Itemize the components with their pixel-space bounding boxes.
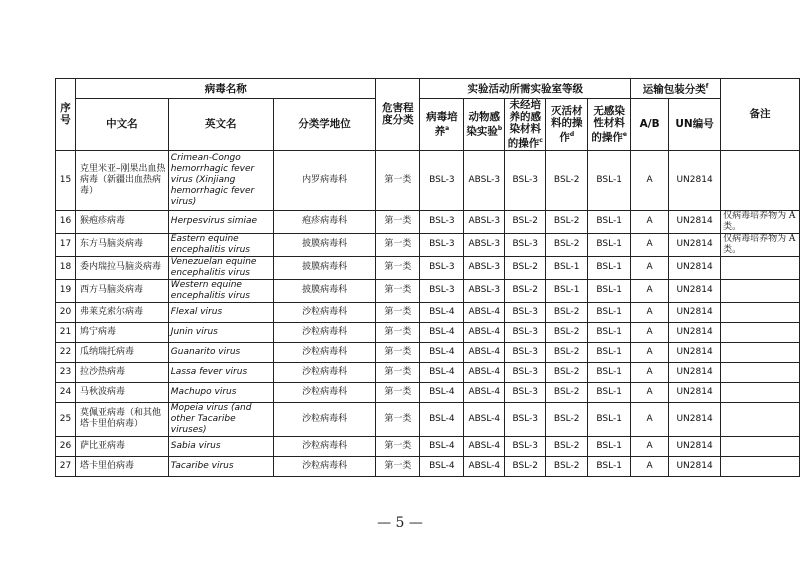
row-noninfectious: BSL-1 — [588, 362, 631, 382]
table-row — [56, 279, 800, 302]
row-en-name: Crimean-Congo hemorrhagic fever virus (Xinjiang hemorrhagic fever virus) — [168, 150, 273, 210]
row-noninfectious: BSL-1 — [588, 210, 631, 233]
header-ab: A/B — [631, 99, 669, 151]
table-row — [56, 302, 800, 322]
row-inactivated: BSL-2 — [546, 322, 588, 342]
table-row — [56, 436, 800, 456]
row-culture: BSL-3 — [420, 256, 464, 279]
page-number: — 5 — — [377, 515, 423, 531]
row-en-name: Tacaribe virus — [168, 456, 273, 476]
row-uncultured: BSL-3 — [505, 302, 546, 322]
row-animal: ABSL-4 — [464, 456, 505, 476]
row-family: 披膜病毒科 — [273, 279, 376, 302]
row-ab: A — [631, 342, 669, 362]
row-en-name: Guanarito virus — [168, 342, 273, 362]
row-ab: A — [631, 210, 669, 233]
row-hazard: 第一类 — [376, 456, 420, 476]
row-cn-name: 克里米亚–刚果出血热病毒（新疆出血热病毒） — [75, 150, 168, 210]
row-ab: A — [631, 233, 669, 256]
row-en-name: Flexal virus — [168, 302, 273, 322]
row-culture: BSL-4 — [420, 342, 464, 362]
row-noninfectious: BSL-1 — [588, 402, 631, 436]
row-noninfectious: BSL-1 — [588, 302, 631, 322]
virus-table — [55, 78, 800, 477]
row-en-name: Lassa fever virus — [168, 362, 273, 382]
row-inactivated: BSL-1 — [546, 279, 588, 302]
row-seq: 21 — [56, 322, 76, 342]
row-seq: 15 — [56, 150, 76, 210]
row-hazard: 第一类 — [376, 210, 420, 233]
row-uncultured: BSL-3 — [505, 382, 546, 402]
row-animal: ABSL-3 — [464, 233, 505, 256]
row-uncultured: BSL-3 — [505, 436, 546, 456]
row-culture: BSL-4 — [420, 436, 464, 456]
row-note — [721, 456, 800, 476]
row-culture: BSL-4 — [420, 302, 464, 322]
header-culture: 病毒培养$^a$ — [420, 99, 464, 151]
row-cn-name: 委内瑞拉马脑炎病毒 — [75, 256, 168, 279]
row-inactivated: BSL-2 — [546, 402, 588, 436]
row-family: 沙粒病毒科 — [273, 436, 376, 456]
row-un: UN2814 — [669, 362, 721, 382]
row-hazard: 第一类 — [376, 256, 420, 279]
row-noninfectious: BSL-1 — [588, 342, 631, 362]
row-family: 披膜病毒科 — [273, 233, 376, 256]
row-animal: ABSL-4 — [464, 302, 505, 322]
row-note — [721, 402, 800, 436]
row-seq: 16 — [56, 210, 76, 233]
row-seq: 24 — [56, 382, 76, 402]
row-family: 疱疹病毒科 — [273, 210, 376, 233]
table-row — [56, 362, 800, 382]
table-row — [56, 402, 800, 436]
row-uncultured: BSL-3 — [505, 402, 546, 436]
row-un: UN2814 — [669, 382, 721, 402]
row-note: 仅病毒培养物为 A 类。 — [721, 233, 800, 256]
row-note — [721, 322, 800, 342]
header-remarks: 备注 — [721, 79, 800, 151]
row-animal: ABSL-4 — [464, 402, 505, 436]
row-ab: A — [631, 322, 669, 342]
row-en-name: Eastern equine encephalitis virus — [168, 233, 273, 256]
row-cn-name: 萨比亚病毒 — [75, 436, 168, 456]
row-ab: A — [631, 382, 669, 402]
row-en-name: Mopeia virus (and other Tacaribe viruses) — [168, 402, 273, 436]
row-un: UN2814 — [669, 150, 721, 210]
row-animal: ABSL-4 — [464, 436, 505, 456]
row-cn-name: 西方马脑炎病毒 — [75, 279, 168, 302]
row-seq: 19 — [56, 279, 76, 302]
table-row — [56, 382, 800, 402]
row-ab: A — [631, 456, 669, 476]
row-cn-name: 莫佩亚病毒（和其他塔卡里伯病毒） — [75, 402, 168, 436]
row-ab: A — [631, 302, 669, 322]
row-animal: ABSL-4 — [464, 362, 505, 382]
row-noninfectious: BSL-1 — [588, 456, 631, 476]
row-inactivated: BSL-2 — [546, 150, 588, 210]
header-transport: 运输包装分类$^f$ — [631, 79, 721, 99]
row-family: 内罗病毒科 — [273, 150, 376, 210]
row-note — [721, 279, 800, 302]
row-en-name: Venezuelan equine encephalitis virus — [168, 256, 273, 279]
row-cn-name: 猴疱疹病毒 — [75, 210, 168, 233]
row-family: 沙粒病毒科 — [273, 362, 376, 382]
row-cn-name: 马秋波病毒 — [75, 382, 168, 402]
row-un: UN2814 — [669, 402, 721, 436]
row-uncultured: BSL-2 — [505, 279, 546, 302]
header-lab-level: 实验活动所需实验室等级 — [420, 79, 631, 99]
row-animal: ABSL-3 — [464, 256, 505, 279]
row-seq: 20 — [56, 302, 76, 322]
row-inactivated: BSL-2 — [546, 456, 588, 476]
table-row — [56, 322, 800, 342]
row-un: UN2814 — [669, 210, 721, 233]
row-seq: 26 — [56, 436, 76, 456]
header-noninfectious: 无感染性材料的操作$^e$ — [588, 99, 631, 151]
header-uncultured: 未经培养的感染材料的操作$^c$ — [505, 99, 546, 151]
header-seq: 序号 — [56, 79, 76, 151]
table-row — [56, 256, 800, 279]
row-note — [721, 362, 800, 382]
row-seq: 22 — [56, 342, 76, 362]
header-cn-name: 中文名 — [75, 99, 168, 151]
row-family: 沙粒病毒科 — [273, 382, 376, 402]
row-ab: A — [631, 402, 669, 436]
row-uncultured: BSL-3 — [505, 362, 546, 382]
row-noninfectious: BSL-1 — [588, 322, 631, 342]
row-en-name: Western equine encephalitis virus — [168, 279, 273, 302]
row-inactivated: BSL-2 — [546, 362, 588, 382]
row-ab: A — [631, 279, 669, 302]
row-hazard: 第一类 — [376, 279, 420, 302]
row-hazard: 第一类 — [376, 402, 420, 436]
table-row — [56, 210, 800, 233]
row-cn-name: 瓜纳瑞托病毒 — [75, 342, 168, 362]
row-hazard: 第一类 — [376, 302, 420, 322]
row-seq: 18 — [56, 256, 76, 279]
row-note — [721, 302, 800, 322]
row-culture: BSL-3 — [420, 233, 464, 256]
row-inactivated: BSL-2 — [546, 342, 588, 362]
row-un: UN2814 — [669, 342, 721, 362]
row-inactivated: BSL-2 — [546, 210, 588, 233]
row-cn-name: 弗莱克索尔病毒 — [75, 302, 168, 322]
row-un: UN2814 — [669, 256, 721, 279]
table-row — [56, 342, 800, 362]
row-un: UN2814 — [669, 302, 721, 322]
row-cn-name: 东方马脑炎病毒 — [75, 233, 168, 256]
row-uncultured: BSL-2 — [505, 256, 546, 279]
row-ab: A — [631, 256, 669, 279]
row-un: UN2814 — [669, 233, 721, 256]
row-hazard: 第一类 — [376, 233, 420, 256]
row-note — [721, 436, 800, 456]
row-ab: A — [631, 362, 669, 382]
header-taxonomy: 分类学地位 — [273, 99, 376, 151]
row-culture: BSL-3 — [420, 150, 464, 210]
row-en-name: Machupo virus — [168, 382, 273, 402]
row-note — [721, 150, 800, 210]
row-uncultured: BSL-3 — [505, 150, 546, 210]
row-culture: BSL-4 — [420, 382, 464, 402]
row-ab: A — [631, 150, 669, 210]
row-family: 沙粒病毒科 — [273, 342, 376, 362]
header-animal: 动物感染实验$^b$ — [464, 99, 505, 151]
row-un: UN2814 — [669, 456, 721, 476]
row-culture: BSL-4 — [420, 456, 464, 476]
row-family: 沙粒病毒科 — [273, 402, 376, 436]
row-noninfectious: BSL-1 — [588, 233, 631, 256]
row-un: UN2814 — [669, 436, 721, 456]
row-inactivated: BSL-1 — [546, 256, 588, 279]
row-inactivated: BSL-2 — [546, 302, 588, 322]
row-uncultured: BSL-3 — [505, 322, 546, 342]
row-uncultured: BSL-2 — [505, 456, 546, 476]
row-seq: 17 — [56, 233, 76, 256]
header-un: UN编号 — [669, 99, 721, 151]
row-animal: ABSL-4 — [464, 322, 505, 342]
row-en-name: Herpesvirus simiae — [168, 210, 273, 233]
row-culture: BSL-4 — [420, 322, 464, 342]
row-noninfectious: BSL-1 — [588, 279, 631, 302]
row-seq: 23 — [56, 362, 76, 382]
row-note: 仅病毒培养物为 A 类。 — [721, 210, 800, 233]
row-noninfectious: BSL-1 — [588, 382, 631, 402]
row-en-name: Junin virus — [168, 322, 273, 342]
row-ab: A — [631, 436, 669, 456]
header-virus-name: 病毒名称 — [75, 79, 375, 99]
row-culture: BSL-4 — [420, 402, 464, 436]
header-inactivated: 灭活材料的操作$^d$ — [546, 99, 588, 151]
row-noninfectious: BSL-1 — [588, 256, 631, 279]
row-hazard: 第一类 — [376, 322, 420, 342]
row-hazard: 第一类 — [376, 382, 420, 402]
row-cn-name: 拉沙热病毒 — [75, 362, 168, 382]
row-family: 沙粒病毒科 — [273, 456, 376, 476]
row-cn-name: 塔卡里伯病毒 — [75, 456, 168, 476]
row-hazard: 第一类 — [376, 436, 420, 456]
header-en-name: 英文名 — [168, 99, 273, 151]
row-hazard: 第一类 — [376, 362, 420, 382]
row-noninfectious: BSL-1 — [588, 150, 631, 210]
row-en-name: Sabia virus — [168, 436, 273, 456]
row-uncultured: BSL-2 — [505, 210, 546, 233]
header-hazard: 危害程度分类 — [376, 79, 420, 151]
row-seq: 27 — [56, 456, 76, 476]
row-uncultured: BSL-3 — [505, 233, 546, 256]
row-un: UN2814 — [669, 322, 721, 342]
row-seq: 25 — [56, 402, 76, 436]
table-row — [56, 150, 800, 210]
row-family: 沙粒病毒科 — [273, 322, 376, 342]
row-note — [721, 256, 800, 279]
row-cn-name: 鸠宁病毒 — [75, 322, 168, 342]
row-animal: ABSL-4 — [464, 342, 505, 362]
row-animal: ABSL-3 — [464, 279, 505, 302]
row-inactivated: BSL-2 — [546, 436, 588, 456]
row-noninfectious: BSL-1 — [588, 436, 631, 456]
row-note — [721, 342, 800, 362]
row-family: 披膜病毒科 — [273, 256, 376, 279]
row-note — [721, 382, 800, 402]
row-animal: ABSL-3 — [464, 150, 505, 210]
row-animal: ABSL-4 — [464, 382, 505, 402]
row-culture: BSL-4 — [420, 362, 464, 382]
row-inactivated: BSL-2 — [546, 382, 588, 402]
row-hazard: 第一类 — [376, 342, 420, 362]
row-uncultured: BSL-3 — [505, 342, 546, 362]
table-row — [56, 456, 800, 476]
row-hazard: 第一类 — [376, 150, 420, 210]
row-culture: BSL-3 — [420, 279, 464, 302]
table-row — [56, 233, 800, 256]
row-un: UN2814 — [669, 279, 721, 302]
row-culture: BSL-3 — [420, 210, 464, 233]
row-family: 沙粒病毒科 — [273, 302, 376, 322]
row-animal: ABSL-3 — [464, 210, 505, 233]
row-inactivated: BSL-2 — [546, 233, 588, 256]
